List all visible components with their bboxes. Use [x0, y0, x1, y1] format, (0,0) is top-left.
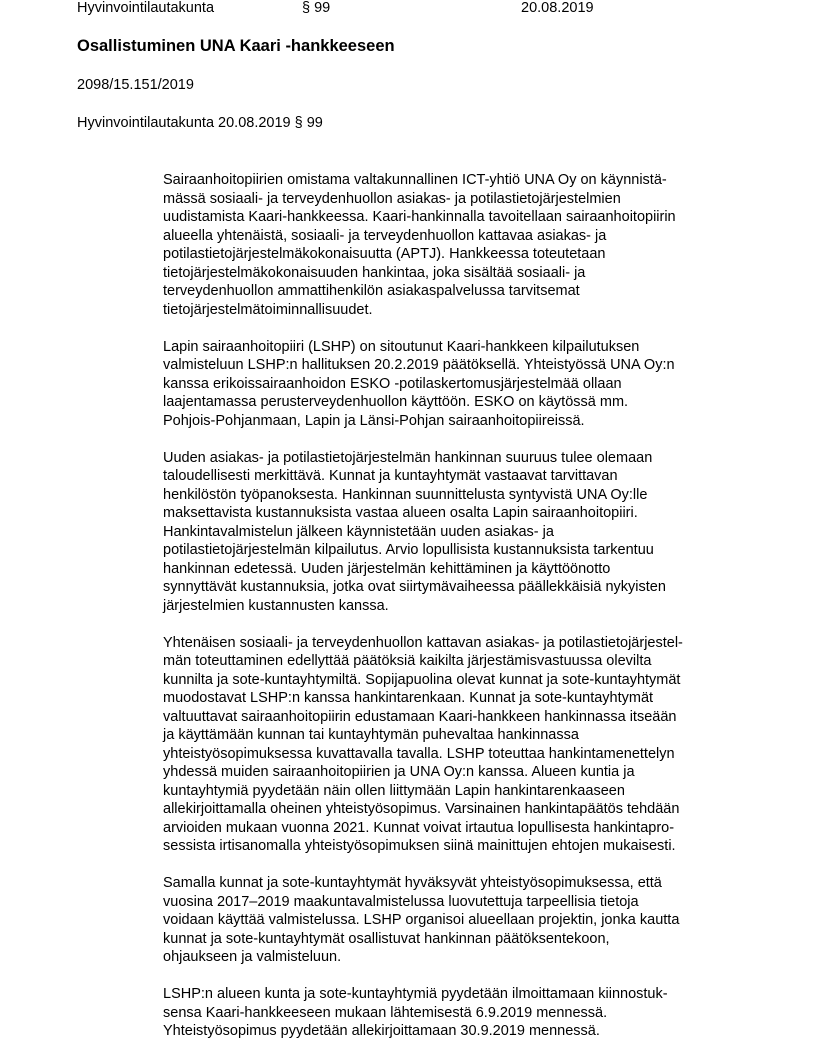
paragraph-line: Lapin sairaanhoitopiiri (LSHP) on sitoutunut Kaari-hankkeen kilpailutuksen	[163, 338, 640, 355]
paragraph-line: laajentamassa perusterveydenhuollon käyttöön. ESKO on käytössä mm.	[163, 394, 629, 410]
paragraph-line: mässä sosiaali- ja terveydenhuollon asiakas- ja potilastietojärjestelmien	[163, 190, 621, 207]
paragraph-line: muodostavat LSHP:n kanssa hankintarenkaan. Kunnat ja sote-kuntayhtymät	[163, 690, 654, 706]
paragraph-line: ja käyttämään kunnan tai kuntayhtymän puhevaltaa hankinnassa	[163, 727, 579, 743]
paragraph-line: tietojärjestelmäkokonaisuuden hankintaa, joka sisältää sosiaali- ja	[163, 264, 586, 281]
body-text	[163, 171, 763, 1059]
paragraph	[163, 874, 763, 967]
paragraph-line: Samalla kunnat ja sote-kuntayhtymät hyväksyvät yhteistyösopimuksessa, että	[163, 875, 662, 891]
paragraph-line: Uuden asiakas- ja potilastietojärjestelmän hankinnan suuruus tulee olemaan	[163, 449, 653, 466]
paragraph-line: sensa Kaari-hankkeeseen mukaan lähtemisestä 6.9.2019 mennessä.	[163, 1004, 608, 1021]
paragraph-line: alueella yhtenäistä, sosiaali- ja terveydenhuollon kattavaa asiakas- ja	[163, 227, 607, 244]
document-header	[0, 0, 816, 20]
paragraph-line: kanssa erikoissairaanhoidon ESKO -potilaskertomusjärjestelmää ollaan	[163, 375, 622, 392]
paragraph-line: uudistamista Kaari-hankkeessa. Kaari-hankinnalla tavoitellaan sairaanhoitopiirin	[163, 209, 676, 225]
paragraph-line: hankinnan edetessä. Uuden järjestelmän kehittäminen ja käyttöönotto	[163, 560, 611, 577]
paragraph-line: potilastietojärjestelmän kilpailutus. Arvio lopullisista kustannuksista tarkentuu	[163, 542, 654, 558]
paragraph-line: allekirjoittamalla oheinen yhteistyösopimus. Varsinainen hankintapäätös tehdään	[163, 801, 680, 817]
paragraph-line: kunnat ja sote-kuntayhtymät osallistuvat hankinnan päätöksentekoon,	[163, 930, 610, 947]
paragraph-line: valmisteluun LSHP:n hallituksen 20.2.2019 päätöksellä. Yhteistyössä UNA Oy:n	[163, 357, 675, 373]
paragraph-line: män toteuttaminen edellyttää päätöksiä kaikilta järjestämisvastuussa olevilta	[163, 653, 652, 669]
paragraph-line: vuosina 2017–2019 maakuntavalmistelussa luovutettuja tarpeellisia tietoja	[163, 893, 639, 910]
paragraph	[163, 171, 763, 319]
paragraph-line: sessista irtisanomalla yhteistyösopimuksen siinä mainittujen ehtojen mukaisesti.	[163, 838, 676, 854]
paragraph-line: henkilöstön työpanoksesta. Hankinnan suunnittelusta syntyvistä UNA Oy:lle	[163, 486, 648, 503]
paragraph	[163, 634, 763, 856]
paragraph-line: Sairaanhoitopiirien omistama valtakunnallinen ICT-yhtiö UNA Oy on käynnistä-	[163, 172, 667, 188]
paragraph-line: kunnilta ja sote-kuntayhtymiltä. Sopijapuolina olevat kunnat ja sote-kuntayhtymät	[163, 671, 681, 688]
paragraph-line: Yhteistyösopimus pyydetään allekirjoittamaan 30.9.2019 mennessä.	[163, 1023, 600, 1039]
paragraph-line: ohjaukseen ja valmisteluun.	[163, 949, 342, 965]
paragraph-line: Yhtenäisen sosiaali- ja terveydenhuollon kattavan asiakas- ja potilastietojärjestel-	[163, 634, 683, 651]
paragraph	[163, 338, 763, 431]
paragraph-line: arvioiden mukaan vuonna 2021. Kunnat voivat irtautua lopullisesta hankintapro-	[163, 819, 675, 836]
paragraph-line: maksettavista kustannuksista vastaa alueen osalta Lapin sairaanhoitopiiri.	[163, 505, 638, 521]
paragraph-line: järjestelmien kustannusten kanssa.	[163, 597, 389, 614]
paragraph-line: valtuuttavat sairaanhoitopiirin edustamaan Kaari-hankkeen hankinnassa itseään	[163, 708, 677, 725]
header-section: § 99	[302, 0, 331, 16]
paragraph-line: terveydenhuollon ammattihenkilön asiakaspalvelussa tarvitsemat	[163, 283, 580, 299]
paragraph-line: potilastietojärjestelmäkokonaisuutta (APTJ). Hankkeessa toteutetaan	[163, 246, 606, 262]
paragraph-line: taloudellisesti merkittävä. Kunnat ja kuntayhtymät vastaavat tarvittavan	[163, 468, 618, 484]
document-title: Osallistuminen UNA Kaari -hankkeeseen	[77, 37, 395, 55]
paragraph-line: kuntayhtymiä pyydetään näin ollen liittymään Lapin hankintarenkaaseen	[163, 782, 625, 799]
paragraph-line: tietojärjestelmätoiminnallisuudet.	[163, 301, 373, 318]
record-id: 2098/15.151/2019	[77, 77, 194, 93]
paragraph-line: Hankintavalmistelun jälkeen käynnistetään uuden asiakas- ja	[163, 523, 554, 540]
paragraph-line: LSHP:n alueen kunta ja sote-kuntayhtymiä pyydetään ilmoittamaan kiinnostuk-	[163, 986, 668, 1002]
paragraph-line: yhteistyösopimuksessa kuvattavalla tavalla. LSHP toteuttaa hankintamenettelyn	[163, 745, 675, 762]
header-organ: Hyvinvointilautakunta	[77, 0, 215, 16]
paragraph-line: voidaan käyttää valmistelussa. LSHP organisoi alueellaan projektin, jonka kautta	[163, 912, 680, 928]
paragraph	[163, 449, 763, 616]
header-date: 20.08.2019	[521, 0, 594, 16]
paragraph	[163, 985, 763, 1041]
paragraph-line: Pohjois-Pohjanmaan, Lapin ja Länsi-Pohjan sairaanhoitopiireissä.	[163, 412, 585, 429]
meeting-reference: Hyvinvointilautakunta 20.08.2019 § 99	[77, 115, 323, 131]
paragraph-line: synnyttävät kustannuksia, jotka ovat siirtymävaiheessa päällekkäisiä nykyisten	[163, 579, 666, 595]
paragraph-line: yhdessä muiden sairaanhoitopiirien ja UNA Oy:n kanssa. Alueen kuntia ja	[163, 764, 635, 780]
